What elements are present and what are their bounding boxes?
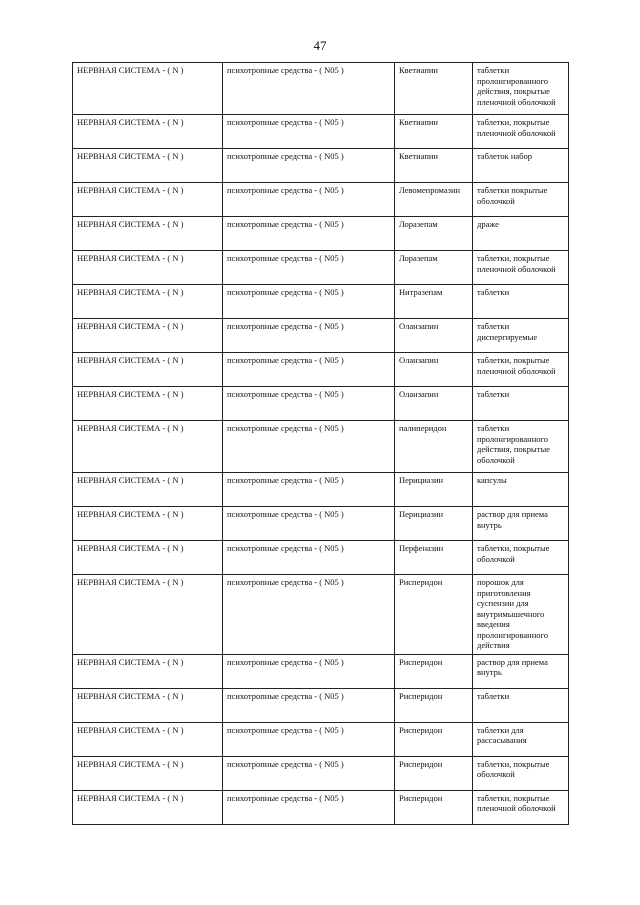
dosage-form-cell: таблетки: [473, 688, 569, 722]
system-cell: НЕРВНАЯ СИСТЕМА - ( N ): [73, 149, 223, 183]
system-cell: НЕРВНАЯ СИСТЕМА - ( N ): [73, 251, 223, 285]
table-row: [73, 790, 569, 824]
drug-table-body: [73, 63, 569, 825]
drug-name-cell: Кветиапин: [395, 149, 473, 183]
drug-name-cell: Перициазин: [395, 507, 473, 541]
group-cell: психотропные средства - ( N05 ): [223, 353, 395, 387]
dosage-form-cell: таблетки, покрытые пленочной оболочкой: [473, 251, 569, 285]
drug-name-cell: Рисперидон: [395, 756, 473, 790]
group-cell: психотропные средства - ( N05 ): [223, 722, 395, 756]
drug-table: [72, 62, 569, 825]
system-cell: НЕРВНАЯ СИСТЕМА - ( N ): [73, 115, 223, 149]
table-row: [73, 319, 569, 353]
system-cell: НЕРВНАЯ СИСТЕМА - ( N ): [73, 63, 223, 115]
group-cell: психотропные средства - ( N05 ): [223, 473, 395, 507]
system-cell: НЕРВНАЯ СИСТЕМА - ( N ): [73, 688, 223, 722]
dosage-form-cell: порошок для приготовления суспензии для внутримышечного введения пролонгированного действия: [473, 575, 569, 655]
dosage-form-cell: таблетки: [473, 387, 569, 421]
dosage-form-cell: таблетки: [473, 285, 569, 319]
dosage-form-cell: таблетки, покрытые пленочной оболочкой: [473, 790, 569, 824]
system-cell: НЕРВНАЯ СИСТЕМА - ( N ): [73, 473, 223, 507]
system-cell: НЕРВНАЯ СИСТЕМА - ( N ): [73, 387, 223, 421]
system-cell: НЕРВНАЯ СИСТЕМА - ( N ): [73, 575, 223, 655]
system-cell: НЕРВНАЯ СИСТЕМА - ( N ): [73, 353, 223, 387]
drug-name-cell: Рисперидон: [395, 790, 473, 824]
dosage-form-cell: таблетки, покрытые оболочкой: [473, 541, 569, 575]
drug-name-cell: палиперидон: [395, 421, 473, 473]
dosage-form-cell: таблетки диспергируемые: [473, 319, 569, 353]
group-cell: психотропные средства - ( N05 ): [223, 575, 395, 655]
dosage-form-cell: раствор для приема внутрь: [473, 654, 569, 688]
drug-name-cell: Лоразепам: [395, 217, 473, 251]
dosage-form-cell: таблетки покрытые оболочкой: [473, 183, 569, 217]
dosage-form-cell: таблетки, покрытые пленочной оболочкой: [473, 115, 569, 149]
table-row: [73, 507, 569, 541]
group-cell: психотропные средства - ( N05 ): [223, 387, 395, 421]
system-cell: НЕРВНАЯ СИСТЕМА - ( N ): [73, 183, 223, 217]
drug-name-cell: Рисперидон: [395, 688, 473, 722]
table-row: [73, 421, 569, 473]
system-cell: НЕРВНАЯ СИСТЕМА - ( N ): [73, 756, 223, 790]
drug-name-cell: Кветиапин: [395, 63, 473, 115]
table-row: [73, 63, 569, 115]
system-cell: НЕРВНАЯ СИСТЕМА - ( N ): [73, 217, 223, 251]
page-number: 47: [313, 38, 327, 53]
dosage-form-cell: капсулы: [473, 473, 569, 507]
group-cell: психотропные средства - ( N05 ): [223, 790, 395, 824]
system-cell: НЕРВНАЯ СИСТЕМА - ( N ): [73, 285, 223, 319]
table-row: [73, 722, 569, 756]
system-cell: НЕРВНАЯ СИСТЕМА - ( N ): [73, 722, 223, 756]
drug-name-cell: Рисперидон: [395, 654, 473, 688]
drug-name-cell: Перициазин: [395, 473, 473, 507]
group-cell: психотропные средства - ( N05 ): [223, 149, 395, 183]
group-cell: психотропные средства - ( N05 ): [223, 251, 395, 285]
drug-name-cell: Рисперидон: [395, 722, 473, 756]
drug-name-cell: Левомепромазин: [395, 183, 473, 217]
table-row: [73, 285, 569, 319]
dosage-form-cell: таблетки, покрытые пленочной оболочкой: [473, 353, 569, 387]
group-cell: психотропные средства - ( N05 ): [223, 756, 395, 790]
table-row: [73, 654, 569, 688]
table-row: [73, 387, 569, 421]
group-cell: психотропные средства - ( N05 ): [223, 63, 395, 115]
dosage-form-cell: таблетки, покрытые оболочкой: [473, 756, 569, 790]
drug-name-cell: Оланзапин: [395, 353, 473, 387]
table-row: [73, 251, 569, 285]
drug-name-cell: Лоразепам: [395, 251, 473, 285]
group-cell: психотропные средства - ( N05 ): [223, 421, 395, 473]
table-row: [73, 541, 569, 575]
table-row: [73, 575, 569, 655]
group-cell: психотропные средства - ( N05 ): [223, 507, 395, 541]
dosage-form-cell: таблетки пролонгированного действия, покрытые оболочкой: [473, 421, 569, 473]
table-row: [73, 183, 569, 217]
drug-name-cell: Кветиапин: [395, 115, 473, 149]
group-cell: психотропные средства - ( N05 ): [223, 115, 395, 149]
table-row: [73, 473, 569, 507]
dosage-form-cell: таблетки пролонгированного действия, покрытые пленочной оболочкой: [473, 63, 569, 115]
drug-name-cell: Оланзапин: [395, 387, 473, 421]
system-cell: НЕРВНАЯ СИСТЕМА - ( N ): [73, 507, 223, 541]
system-cell: НЕРВНАЯ СИСТЕМА - ( N ): [73, 654, 223, 688]
table-row: [73, 353, 569, 387]
dosage-form-cell: таблетки для рассасывания: [473, 722, 569, 756]
dosage-form-cell: раствор для приема внутрь: [473, 507, 569, 541]
drug-name-cell: Оланзапин: [395, 319, 473, 353]
table-row: [73, 115, 569, 149]
system-cell: НЕРВНАЯ СИСТЕМА - ( N ): [73, 790, 223, 824]
group-cell: психотропные средства - ( N05 ): [223, 688, 395, 722]
drug-name-cell: Рисперидон: [395, 575, 473, 655]
group-cell: психотропные средства - ( N05 ): [223, 285, 395, 319]
table-row: [73, 217, 569, 251]
system-cell: НЕРВНАЯ СИСТЕМА - ( N ): [73, 421, 223, 473]
table-row: [73, 756, 569, 790]
table-row: [73, 688, 569, 722]
group-cell: психотропные средства - ( N05 ): [223, 654, 395, 688]
system-cell: НЕРВНАЯ СИСТЕМА - ( N ): [73, 541, 223, 575]
group-cell: психотропные средства - ( N05 ): [223, 319, 395, 353]
dosage-form-cell: драже: [473, 217, 569, 251]
group-cell: психотропные средства - ( N05 ): [223, 541, 395, 575]
group-cell: психотропные средства - ( N05 ): [223, 183, 395, 217]
drug-name-cell: Нитразепам: [395, 285, 473, 319]
table-row: [73, 149, 569, 183]
drug-name-cell: Перфеназин: [395, 541, 473, 575]
dosage-form-cell: таблеток набор: [473, 149, 569, 183]
system-cell: НЕРВНАЯ СИСТЕМА - ( N ): [73, 319, 223, 353]
group-cell: психотропные средства - ( N05 ): [223, 217, 395, 251]
